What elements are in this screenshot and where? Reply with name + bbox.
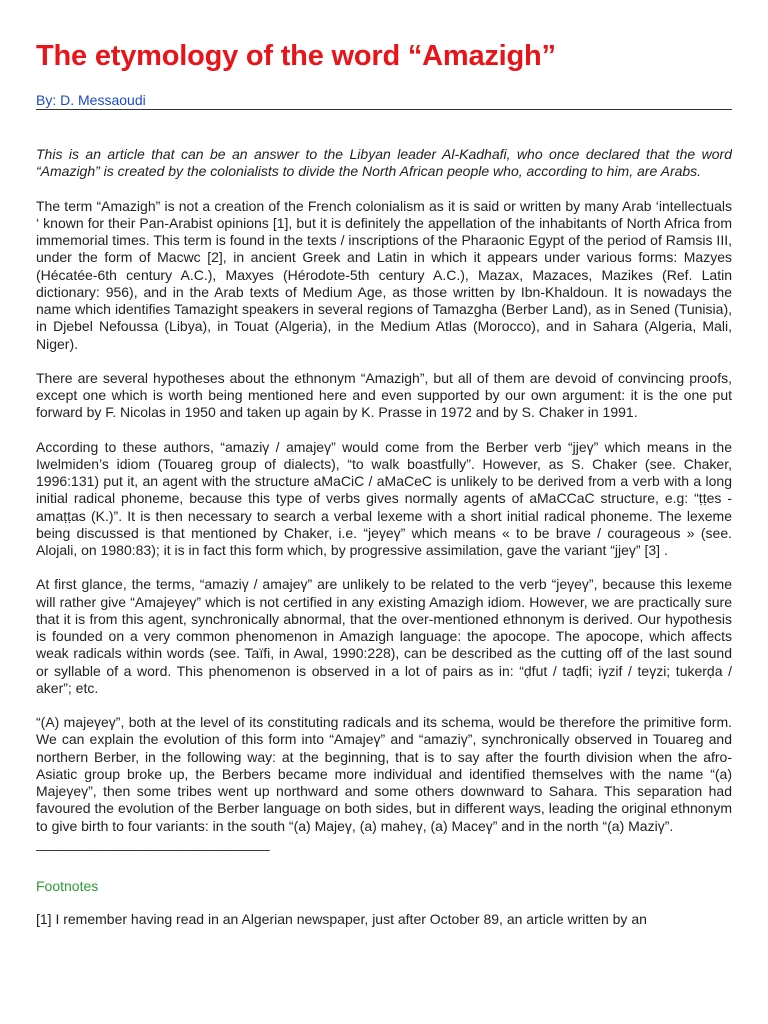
footnotes-heading: Footnotes (36, 877, 99, 894)
footnote-separator: ______________________________ (36, 834, 270, 851)
footnote-item: [1] I remember having read in an Algerian newspaper, just after October 89, an article written by an (36, 910, 647, 927)
author-byline: By: D. Messaoudi (36, 92, 146, 108)
article-body (36, 146, 732, 928)
article-page (36, 0, 732, 1024)
body-paragraph: At first glance, the terms, “amaziγ / amajeγ” are unlikely to be related to the verb “jeγeγ”, because this lexeme will rather give “Amajeγeγ” which is not certified in any existing Amazigh idiom. However, we are practically sure that it is from this agent, synchronically abnormal, that the over-mentioned ethnonym is derived. Our hypothesis is founded on a very common phenomenon in Amazigh language: the apocope. The apocope, which affects weak radicals within words (see. Taïfi, in Awal, 1990:228), can be described as the cutting off of the last sound or syllable of a word. This phenomenon is observed in a lot of pairs as in: “ḍfut / taḍfi; iγzif / teγzi; tukerḍa / aker”; etc. (36, 576, 732, 696)
title-divider (36, 109, 732, 110)
body-paragraph: According to these authors, “amaziγ / amajeγ” would come from the Berber verb “jjeγ” which means in the Iwelmiden’s idiom (Touareg group of dialects), “to walk boastfully”. However, as S. Chaker (see. Chaker, 1996:131) put it, an agent with the structure aMaCiC / aMaCeC is unlikely to be derived from a verb with a long initial radical phoneme, because this type of verbs gives normally agents of aMaCCaC structure, e.g: “ṭṭes - amaṭṭas (K.)”. It is then necessary to search a verbal lexeme with a short initial radical phoneme. The lexeme being discussed is that mentioned by Chaker, i.e. “jeγeγ” which means « to be brave / courageous » (see. Alojali, on 1980:83); it is in fact this form which, by progressive assimilation, gave the variant “jjeγ” [3] . (36, 438, 732, 558)
body-paragraph: The term “Amazigh” is not a creation of the French colonialism as it is said or written by many Arab ‘intellectuals ‘ known for their Pan-Arabist opinions [1], but it is definitely the appellation of the inhabitants of North Africa from immemorial times. This term is found in the texts / inscriptions of the Pharaonic Egypt of the period of Ramsis III, under the form of Macwc [2], in ancient Greek and Latin in which it appears under various forms: Mazyes (Hécatée-6th century A.C.), Maxyes (Hérodote-5th century A.C.), Mazax, Mazaces, Mazikes (Ref. Latin dictionary: 956), and in the Arab texts of Medium Age, as those written by Ibn-Khaldoun. It is nowadays the name which identifies Tamazight speakers in several regions of Tamazgha (Berber Land), as in Sened (Tunisia), in Djebel Nefoussa (Libya), in Touat (Algeria), in the Medium Atlas (Morocco), and in Sahara (Algeria, Mali, Niger). (36, 197, 732, 352)
intro-paragraph: This is an article that can be an answer to the Libyan leader Al-Kadhafi, who once declared that the word “Amazigh” is created by the colonialists to divide the North African people who, according to him, are Arabs. (36, 146, 732, 180)
body-paragraph: “(A) majeγeγ”, both at the level of its constituting radicals and its schema, would be therefore the primitive form. We can explain the evolution of this form into “Amajeγ” and “amaziγ”, synchronically observed in Touareg and northern Berber, in the following way: at the beginning, that is to say after the fourth division when the afro-Asiatic group broke up, the Berbers became more individual and identified themselves with the name “(a) Majeγeγ”, then some tribes went up northward and some others downward to Sahara. This separation had favoured the evolution of the Berber language on both sides, but in different ways, leading the original ethnonym to give birth to four variants: in the south “(a) Majeγ, (a) maheγ, (a) Maceγ” and in the north “(a) Maziγ”. (36, 714, 732, 834)
body-paragraph: There are several hypotheses about the ethnonym “Amazigh”, but all of them are devoid of convincing proofs, except one which is worth being mentioned here and even supported by our own argument: it is the one put forward by F. Nicolas in 1950 and taken up again by K. Prasse in 1972 and by S. Chaker in 1991. (36, 369, 732, 421)
article-title: The etymology of the word “Amazigh” (36, 40, 556, 72)
